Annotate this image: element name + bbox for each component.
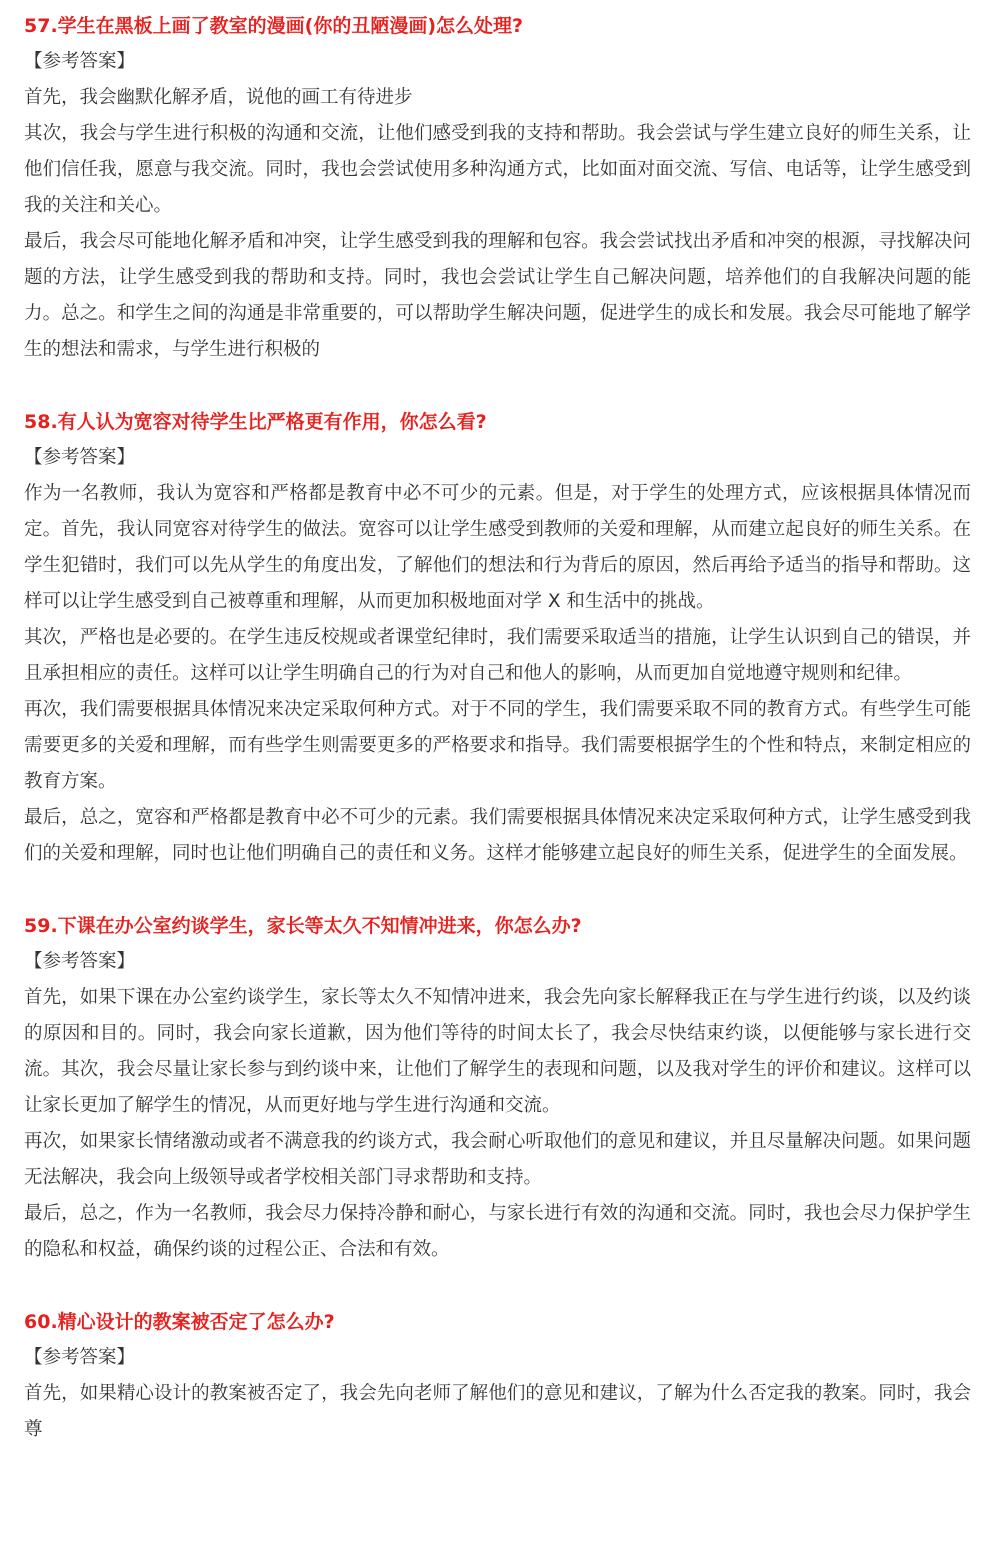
reference-answer-label: 【参考答案】 [24, 1347, 136, 1368]
question-title: 58.有人认为宽容对待学生比严格更有作用，你怎么看? [24, 411, 487, 433]
reference-answer-label: 【参考答案】 [24, 951, 136, 972]
qa-item-58 [24, 404, 971, 872]
reference-answer-label: 【参考答案】 [24, 447, 136, 468]
answer-paragraph: 最后，总之，作为一名教师，我会尽力保持冷静和耐心，与家长进行有效的沟通和交流。同时，我也会尽力保护学生的隐私和权益，确保约谈的过程公正、合法和有效。 [24, 1203, 971, 1260]
question-title: 57.学生在黑板上画了教室的漫画(你的丑陋漫画)怎么处理? [24, 15, 524, 37]
answer-paragraph: 其次，严格也是必要的。在学生违反校规或者课堂纪律时，我们需要采取适当的措施，让学生认识到自己的错误，并且承担相应的责任。这样可以让学生明确自己的行为对自己和他人的影响，从而更加自觉地遵守规则和纪律。 [24, 627, 971, 684]
question-title: 60.精心设计的教案被否定了怎么办? [24, 1311, 335, 1333]
answer-paragraph: 再次，我们需要根据具体情况来决定采取何种方式。对于不同的学生，我们需要采取不同的教育方式。有些学生可能需要更多的关爱和理解，而有些学生则需要更多的严格要求和指导。我们需要根据学生的个性和特点，来制定相应的教育方案。 [24, 699, 971, 792]
answer-paragraph: 最后，我会尽可能地化解矛盾和冲突，让学生感受到我的理解和包容。我会尝试找出矛盾和冲突的根源，寻找解决问题的方法，让学生感受到我的帮助和支持。同时，我也会尝试让学生自己解决问题，培养他们的自我解决问题的能力。总之。和学生之间的沟通是非常重要的，可以帮助学生解决问题，促进学生的成长和发展。我会尽可能地了解学生的想法和需求，与学生进行积极的 [24, 231, 971, 360]
answer-paragraph: 首先，如果下课在办公室约谈学生，家长等太久不知情冲进来，我会先向家长解释我正在与学生进行约谈，以及约谈的原因和目的。同时，我会向家长道歉，因为他们等待的时间太长了，我会尽快结束约谈，以便能够与家长进行交流。其次，我会尽量让家长参与到约谈中来，让他们了解学生的表现和问题，以及我对学生的评价和建议。这样可以让家长更加了解学生的情况，从而更好地与学生进行沟通和交流。 [24, 987, 971, 1116]
answer-paragraph: 首先，我会幽默化解矛盾，说他的画工有待进步 [24, 87, 413, 108]
question-title: 59.下课在办公室约谈学生，家长等太久不知情冲进来，你怎么办? [24, 915, 582, 937]
qa-item-60 [24, 1304, 971, 1448]
answer-paragraph: 首先，如果精心设计的教案被否定了，我会先向老师了解他们的意见和建议，了解为什么否定我的教案。同时，我会尊 [24, 1383, 971, 1440]
answer-paragraph: 再次，如果家长情绪激动或者不满意我的约谈方式，我会耐心听取他们的意见和建议，并且尽量解决问题。如果问题无法解决，我会向上级领导或者学校相关部门寻求帮助和支持。 [24, 1131, 971, 1188]
reference-answer-label: 【参考答案】 [24, 51, 136, 72]
qa-item-57 [24, 8, 971, 368]
answer-paragraph: 其次，我会与学生进行积极的沟通和交流，让他们感受到我的支持和帮助。我会尝试与学生建立良好的师生关系，让他们信任我，愿意与我交流。同时，我也会尝试使用多种沟通方式，比如面对面交流、写信、电话等，让学生感受到我的关注和关心。 [24, 123, 971, 216]
answer-paragraph: 最后，总之，宽容和严格都是教育中必不可少的元素。我们需要根据具体情况来决定采取何种方式，让学生感受到我们的关爱和理解，同时也让他们明确自己的责任和义务。这样才能够建立起良好的师生关系，促进学生的全面发展。 [24, 807, 971, 864]
qa-item-59 [24, 908, 971, 1268]
answer-paragraph: 作为一名教师，我认为宽容和严格都是教育中必不可少的元素。但是，对于学生的处理方式，应该根据具体情况而定。首先，我认同宽容对待学生的做法。宽容可以让学生感受到教师的关爱和理解，从而建立起良好的师生关系。在学生犯错时，我们可以先从学生的角度出发，了解他们的想法和行为背后的原因，然后再给予适当的指导和帮助。这样可以让学生感受到自己被尊重和理解，从而更加积极地面对学 X 和生活中的挑战。 [24, 483, 971, 612]
